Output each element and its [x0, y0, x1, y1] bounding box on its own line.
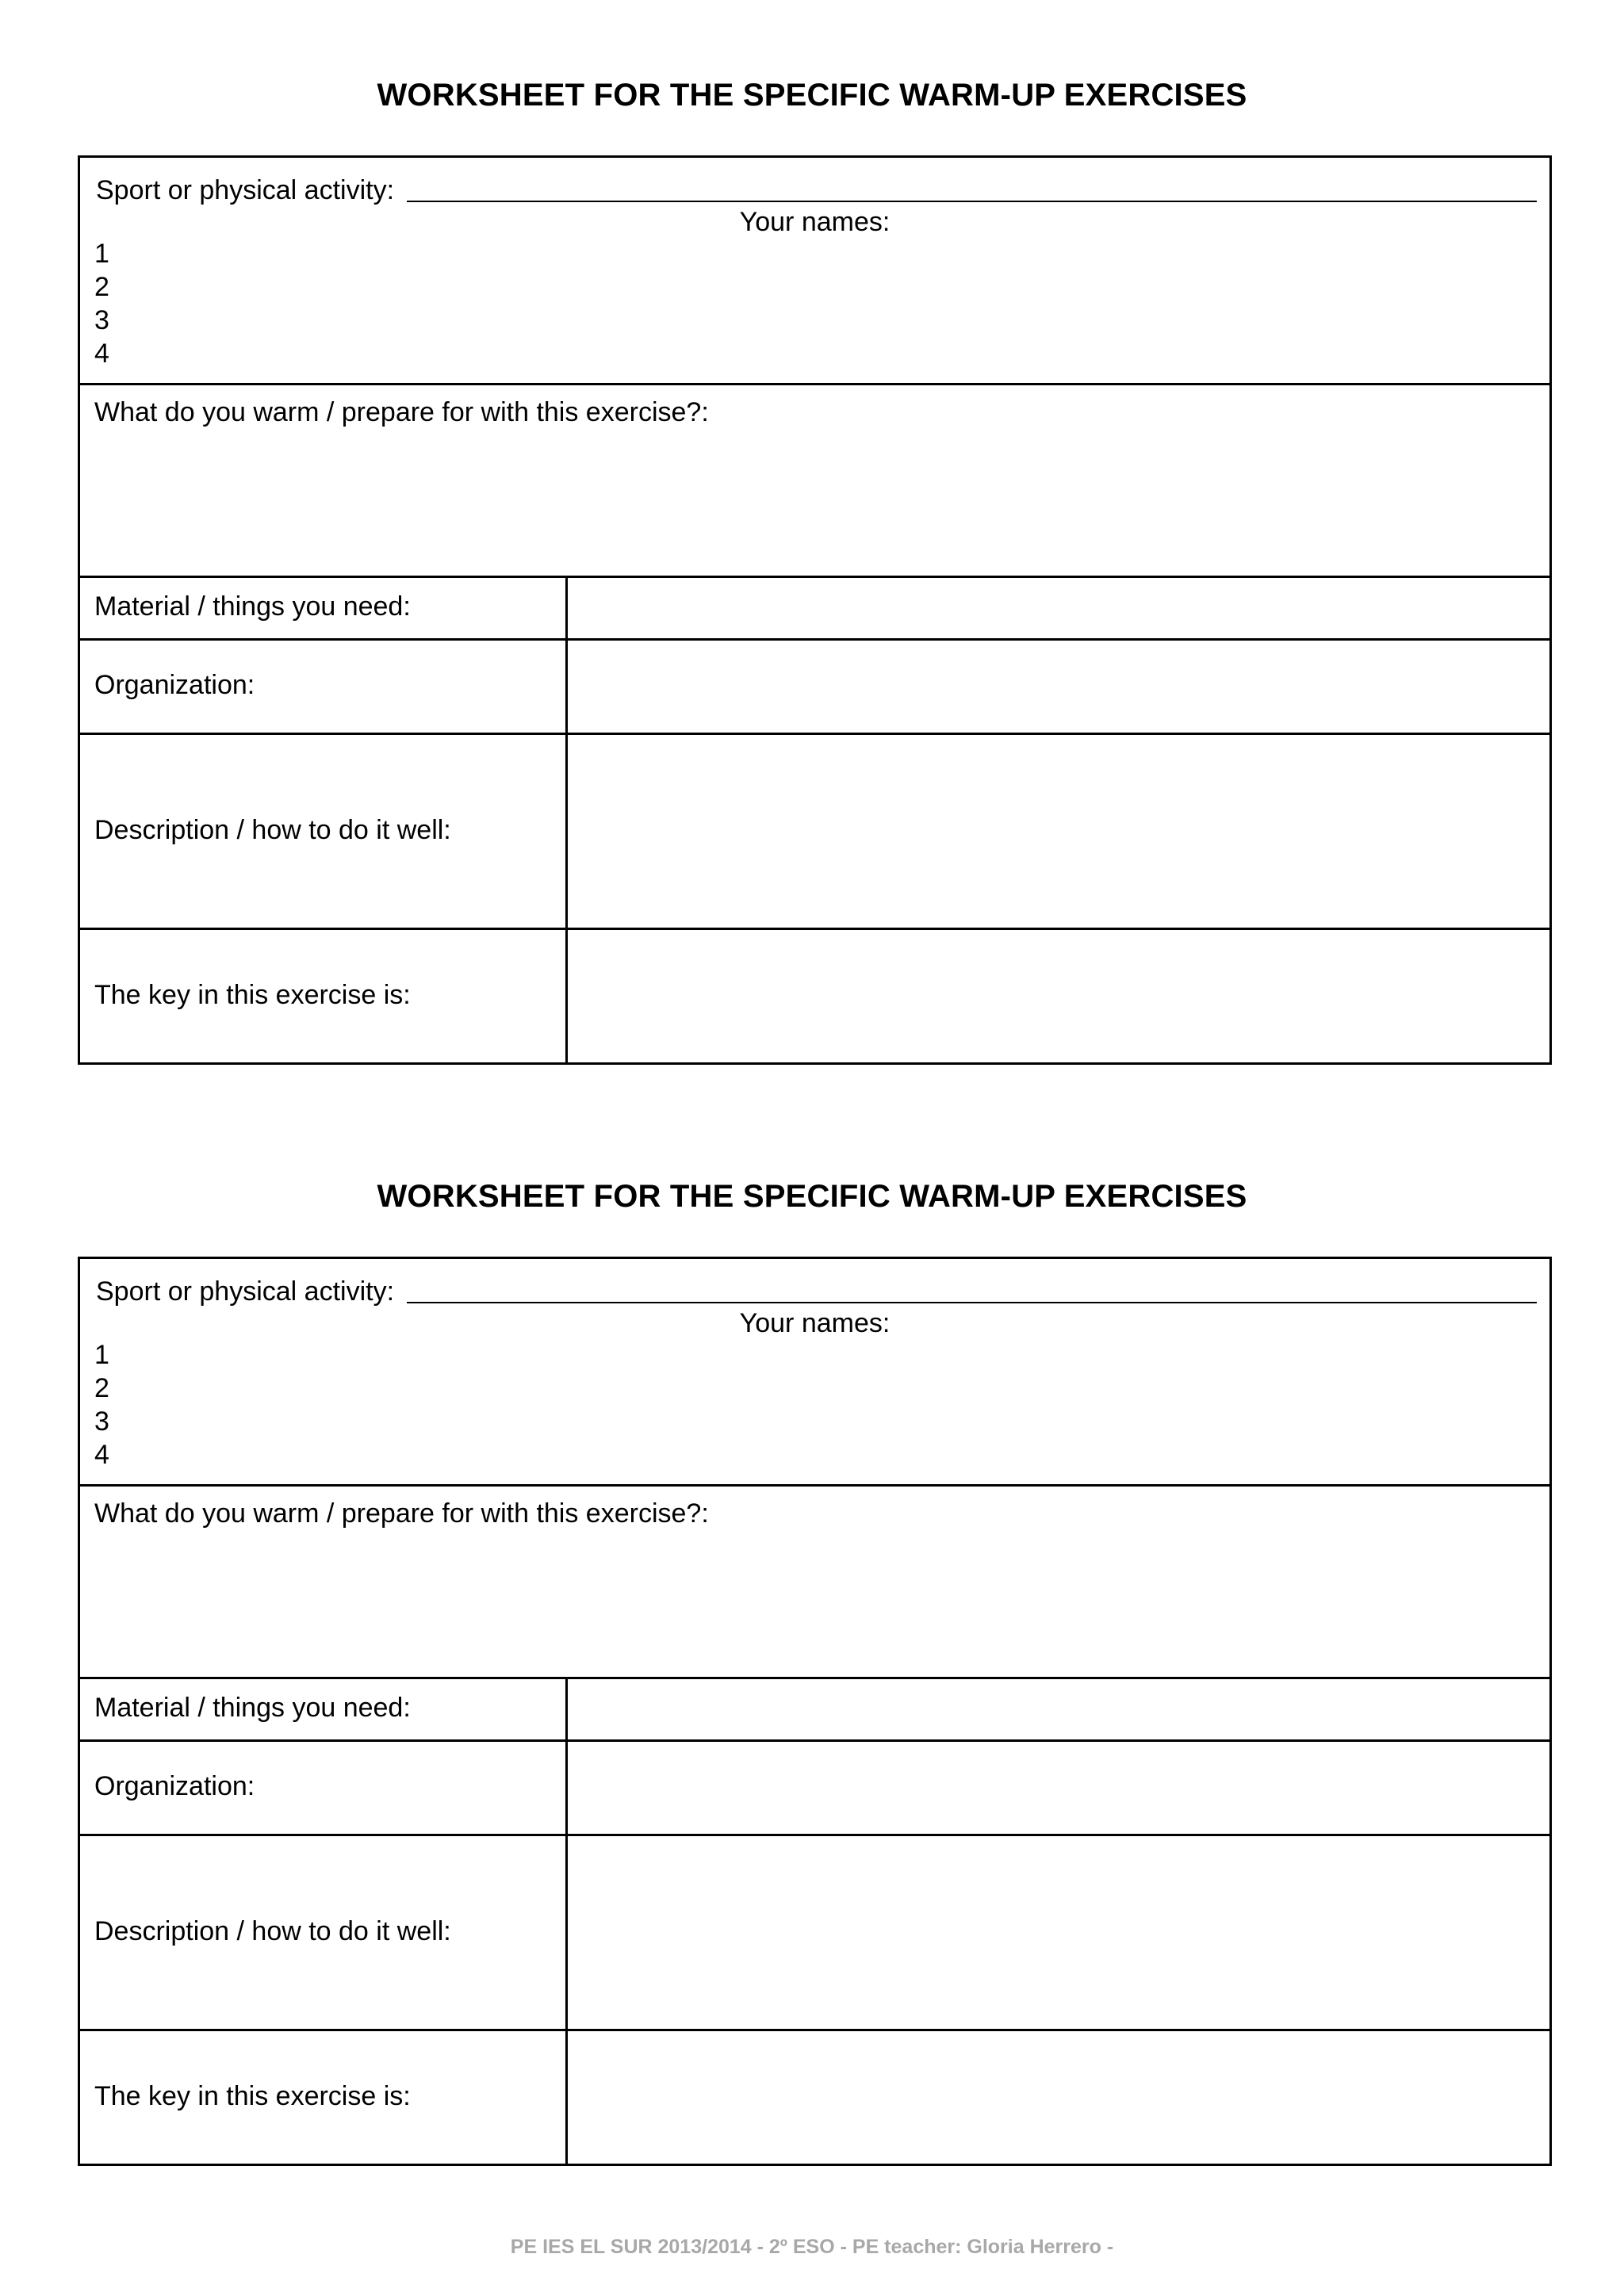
- name-number-3: 3: [94, 305, 109, 335]
- description-row: [80, 1834, 1549, 2031]
- organization-field[interactable]: [568, 638, 1549, 733]
- organization-label: Organization:: [80, 638, 568, 733]
- page-footer: PE IES EL SUR 2013/2014 - 2º ESO - PE teacher: Gloria Herrero -: [510, 2236, 1114, 2258]
- prepare-block[interactable]: [80, 1484, 1549, 1679]
- names-label: Your names:: [739, 207, 891, 237]
- name-number-4: 4: [94, 1440, 109, 1470]
- key-label: The key in this exercise is:: [80, 928, 568, 1062]
- names-label: Your names:: [739, 1308, 891, 1338]
- description-row: [80, 733, 1549, 930]
- name-number-2: 2: [94, 272, 109, 302]
- sport-label: Sport or physical activity:: [96, 175, 395, 205]
- sport-input-line[interactable]: [407, 201, 1537, 202]
- organization-row: [80, 638, 1549, 735]
- material-field[interactable]: [568, 576, 1549, 638]
- sport-label: Sport or physical activity:: [96, 1276, 395, 1307]
- key-row: [80, 928, 1549, 1062]
- material-row: [80, 576, 1549, 641]
- key-field[interactable]: [568, 928, 1549, 1062]
- material-label: Material / things you need:: [80, 1677, 568, 1739]
- key-label: The key in this exercise is:: [80, 2029, 568, 2164]
- description-field[interactable]: [568, 733, 1549, 928]
- worksheet-table: [78, 1257, 1552, 2166]
- worksheet-title: WORKSHEET FOR THE SPECIFIC WARM-UP EXERCISES: [377, 1179, 1247, 1214]
- description-label: Description / how to do it well:: [80, 733, 568, 928]
- name-number-1: 1: [94, 239, 109, 269]
- key-row: [80, 2029, 1549, 2164]
- header-block: [80, 158, 1549, 385]
- header-block: [80, 1259, 1549, 1487]
- prepare-block[interactable]: [80, 383, 1549, 578]
- name-number-4: 4: [94, 339, 109, 369]
- organization-row: [80, 1739, 1549, 1836]
- name-number-3: 3: [94, 1406, 109, 1437]
- organization-label: Organization:: [80, 1739, 568, 1834]
- prepare-label: What do you warm / prepare for with this exercise?:: [94, 397, 709, 427]
- key-field[interactable]: [568, 2029, 1549, 2164]
- prepare-label: What do you warm / prepare for with this exercise?:: [94, 1498, 709, 1529]
- description-label: Description / how to do it well:: [80, 1834, 568, 2029]
- description-field[interactable]: [568, 1834, 1549, 2029]
- name-number-1: 1: [94, 1340, 109, 1370]
- material-field[interactable]: [568, 1677, 1549, 1739]
- sport-input-line[interactable]: [407, 1302, 1537, 1303]
- worksheet-title: WORKSHEET FOR THE SPECIFIC WARM-UP EXERCISES: [377, 78, 1247, 113]
- material-row: [80, 1677, 1549, 1742]
- name-number-2: 2: [94, 1373, 109, 1403]
- material-label: Material / things you need:: [80, 576, 568, 638]
- worksheet-table: [78, 155, 1552, 1065]
- organization-field[interactable]: [568, 1739, 1549, 1834]
